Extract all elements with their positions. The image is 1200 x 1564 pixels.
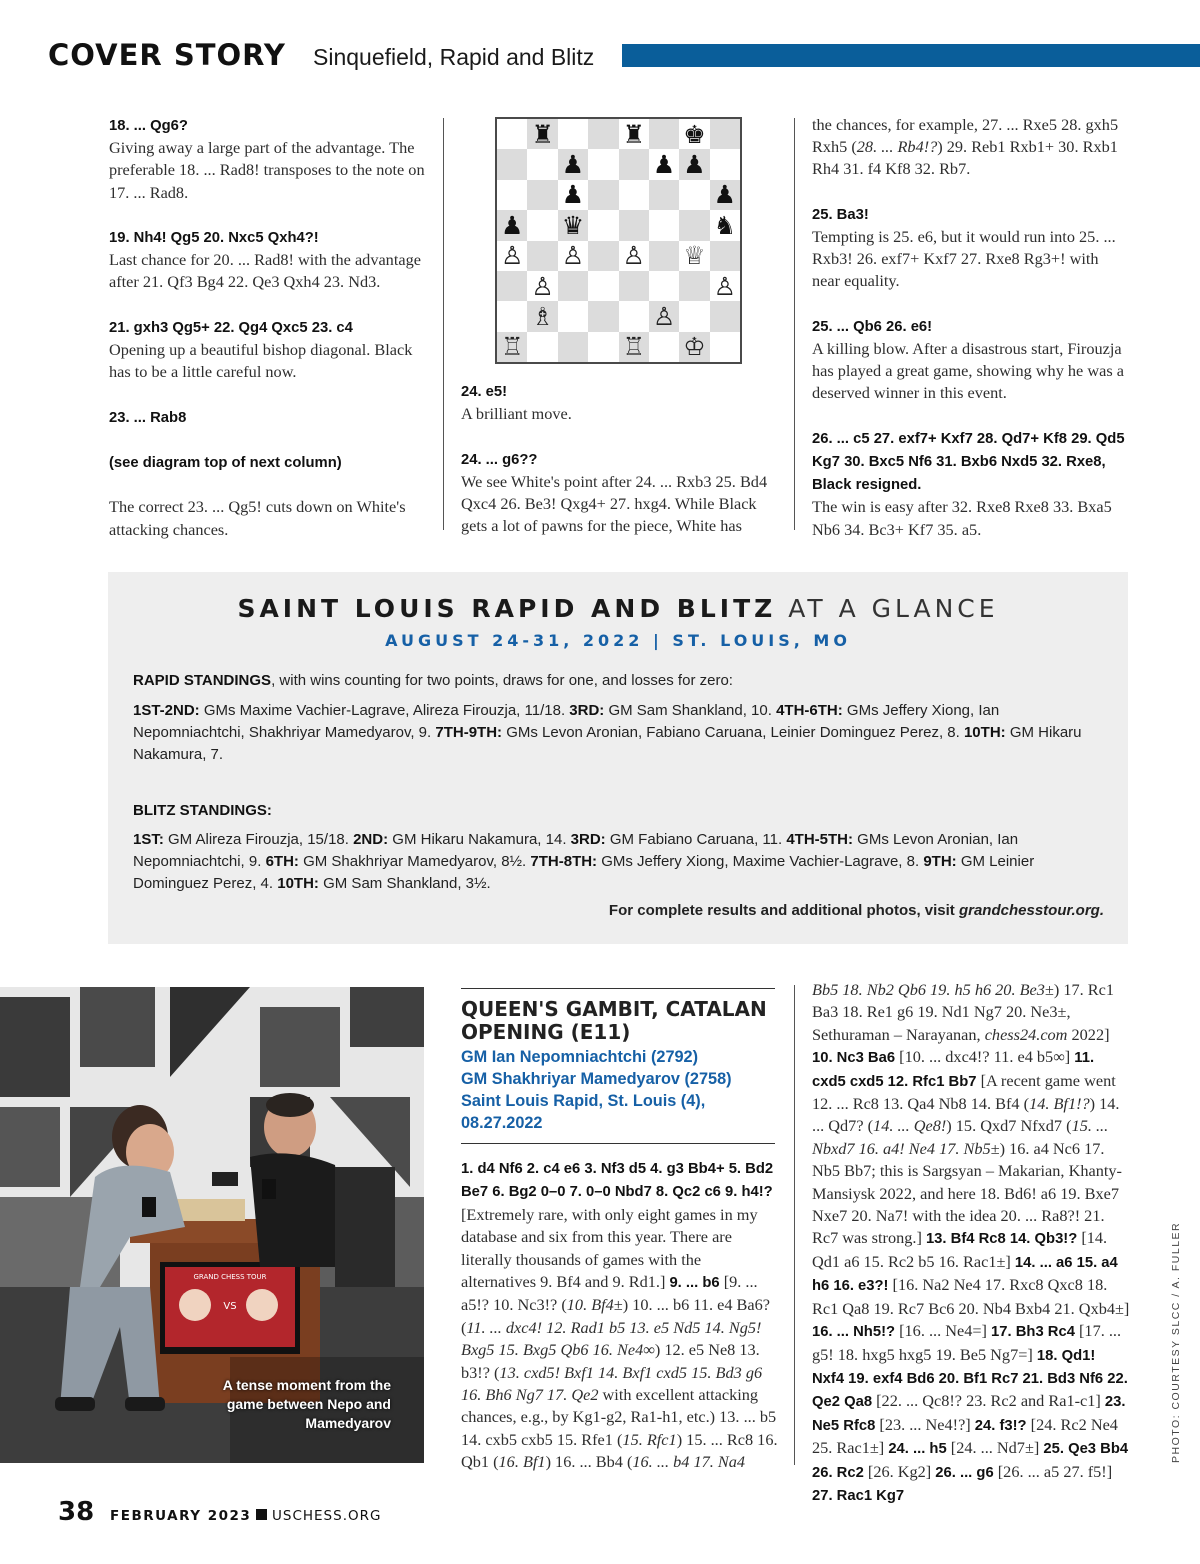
standing-rank: 2ND: xyxy=(353,831,389,848)
game-photo xyxy=(0,987,424,1463)
rapid-standings xyxy=(133,700,1113,766)
board-square xyxy=(527,210,557,240)
glance-title xyxy=(108,594,1128,623)
chess-piece-icon: ♖ xyxy=(622,332,645,362)
standing-players: GM Alireza Firouzja, 15/18. xyxy=(163,831,354,848)
chess-piece-icon: ♗ xyxy=(531,301,554,331)
game-moves-column-2 xyxy=(461,1157,778,1474)
board-square xyxy=(710,119,740,149)
board-square xyxy=(497,180,527,210)
board-square xyxy=(527,332,557,362)
board-square xyxy=(649,119,679,149)
standing-rank: 10TH: xyxy=(277,875,319,892)
board-square xyxy=(558,119,588,149)
chess-piece-icon: ♟ xyxy=(683,150,706,180)
section-subtitle: Sinquefield, Rapid and Blitz xyxy=(313,44,595,70)
board-square xyxy=(588,180,618,210)
move-text: 25. Ba3! xyxy=(812,206,869,223)
board-square xyxy=(619,149,649,179)
standing-rank: 4TH-5TH: xyxy=(786,831,854,848)
move-text: 23. ... Rab8 xyxy=(109,409,187,426)
annotation: [14. Qd1 a6 15. Rc2 b5 16. Rac1±] xyxy=(812,1228,1108,1271)
diagram-note: (see diagram top of next column) xyxy=(109,454,342,471)
move-text: 21. gxh3 Qg5+ 22. Qg4 Qxc5 23. c4 xyxy=(109,319,353,336)
board-square xyxy=(558,180,588,210)
annotation: [24. ... Nd7±] xyxy=(946,1438,1044,1458)
board-square xyxy=(497,301,527,331)
column-divider xyxy=(794,118,795,530)
rule-line xyxy=(461,988,775,989)
move-text: 18. Qd1! Nxf4 19. exf4 Bd6 20. Bf1 Rc7 21. Bd3 Nf6 22. Qe2 Qa8 xyxy=(812,1347,1128,1411)
board-square xyxy=(679,241,709,271)
chess-piece-icon: ♜ xyxy=(622,119,645,149)
board-square xyxy=(649,332,679,362)
chess-piece-icon: ♚ xyxy=(683,119,706,149)
standing-players: GMs Maxime Vachier-Lagrave, Alireza Firouzja, 11/18. xyxy=(199,702,570,719)
board-square xyxy=(588,271,618,301)
move-text: 11. cxd5 cxd5 12. Rfc1 Bb7 xyxy=(812,1050,1095,1090)
rapid-standings-intro xyxy=(133,670,1113,692)
variation-italic: 16. Bf1 xyxy=(498,1452,546,1472)
board-square xyxy=(558,149,588,179)
move-text: 27. Rac1 Kg7 xyxy=(812,1487,905,1504)
game-date: 08.27.2022 xyxy=(461,1114,543,1132)
board-square xyxy=(710,149,740,179)
standing-players: GM Sam Shankland, 3½. xyxy=(318,875,491,892)
chess-piece-icon: ♙ xyxy=(561,241,585,271)
annotation: Opening up a beautiful bishop diagonal. Black has to be a little careful now. xyxy=(109,340,413,382)
standing-rank: 3RD: xyxy=(570,831,606,848)
black-player: GM Shakhriyar Mamedyarov (2758) xyxy=(461,1070,732,1088)
board-square xyxy=(527,119,557,149)
standing-players: GM Shakhriyar Mamedyarov, 8½. xyxy=(298,853,531,870)
annotation: [26. ... a5 27. f5!] xyxy=(993,1461,1113,1481)
variation-italic: 14. ... Qe8! xyxy=(873,1116,947,1136)
board-square xyxy=(649,180,679,210)
move-text: 14. ... a6 15. a4 h6 16. e3?! xyxy=(812,1254,1118,1295)
board-square xyxy=(679,301,709,331)
variation-italic: 16. ... b4 17. Na4 xyxy=(632,1452,746,1472)
annotation: with excellent attacking chances, e.g., by Kg1-g2, Ra1-h1, etc.) 13. ... b5 14. cxb5 cxb5 15. Rfe1 ( xyxy=(461,1385,777,1449)
blitz-standings xyxy=(133,829,1113,895)
board-square xyxy=(588,332,618,362)
move-text: 23. Ne5 Rfc8 xyxy=(812,1394,1126,1434)
column-divider xyxy=(443,118,444,530)
annotation: Giving away a large part of the advantage. The preferable 18. ... Rad8! transposes to the note on 17. ... Rad8. xyxy=(109,138,425,202)
standing-players: GM Hikaru Nakamura, 14. xyxy=(388,831,571,848)
move-text: 19. Nh4! Qg5 20. Nxc5 Qxh4?! xyxy=(109,230,319,246)
move-text: 26. ... g6 xyxy=(935,1464,994,1481)
board-square xyxy=(497,241,527,271)
variation-italic: 13. cxd5! Bxf1 14. Bxf1 cxd5 15. Bd3 g6 16. Bh6 Ng7 17. Qe2 xyxy=(461,1362,763,1405)
annotation: [24. Rc2 Ne4 25. Rac1±] xyxy=(812,1414,1118,1458)
annotation: [9. ... a5!? 10. Nc3!? ( xyxy=(461,1272,758,1315)
screen-brand: GRAND CHESS TOUR xyxy=(193,1273,267,1281)
chess-piece-icon: ♟ xyxy=(652,150,676,180)
chess-piece-icon: ♔ xyxy=(683,332,706,362)
annotation: A killing blow. After a disastrous start, Firouzja has played a great game, showing why he was a deserved winner in this event. xyxy=(812,339,1124,403)
variation-italic: 15. Rfc1 xyxy=(622,1429,677,1449)
annotation: [17. ... g5! 18. hxg5 hxg5 19. Be5 Ng7=] xyxy=(812,1321,1122,1364)
standing-players: GMs Levon Aronian, Fabiano Caruana, Leinier Dominguez Perez, 8. xyxy=(502,724,964,741)
glance-title-light: AT A GLANCE xyxy=(788,594,999,623)
standing-rank: 9TH: xyxy=(923,853,957,870)
rapid-intro: , with wins counting for two points, draws for one, and losses for zero: xyxy=(271,672,733,689)
board-square xyxy=(649,301,679,331)
annotation: [23. ... Ne4!?] xyxy=(875,1414,975,1434)
move-text: 9. ... b6 xyxy=(669,1275,720,1292)
column-2 xyxy=(461,380,779,537)
board-square xyxy=(497,210,527,240)
chess-piece-icon: ♞ xyxy=(713,210,737,240)
standing-rank: 1ST: xyxy=(133,831,164,848)
chess-piece-icon: ♙ xyxy=(713,271,737,301)
standing-players: GM Leinier Dominguez Perez, 4. xyxy=(133,853,1035,892)
annotation: A brilliant move. xyxy=(461,404,572,424)
board-square xyxy=(558,210,588,240)
at-a-glance-box xyxy=(108,572,1128,944)
board-square xyxy=(497,271,527,301)
board-square xyxy=(619,332,649,362)
photo-caption: A tense moment from the game between Nepo and Mamedyarov xyxy=(222,1377,391,1431)
variation-italic: 28. ... Rb4!? xyxy=(856,137,938,157)
board-square xyxy=(710,180,740,210)
header-accent-bar xyxy=(622,44,1200,67)
glance-dateline: AUGUST 24-31, 2022 | ST. LOUIS, MO xyxy=(385,631,851,650)
standing-players: GMs Jeffery Xiong, Ian Nepomniachtchi, Shakhriyar Mamedyarov, 9. xyxy=(133,702,1000,741)
annotation: [A recent game went 12. ... Rc8 13. Qa4 Nb8 14. Bf4 ( xyxy=(812,1070,1116,1114)
move-text: 24. ... h5 xyxy=(888,1441,947,1458)
chess-piece-icon: ♛ xyxy=(561,210,585,240)
chess-diagram xyxy=(495,117,742,364)
section-kicker: COVER STORY xyxy=(48,38,286,72)
chess-piece-icon: ♙ xyxy=(531,271,554,301)
board-square xyxy=(649,241,679,271)
board-square xyxy=(558,301,588,331)
move-text: 25. ... Qb6 26. e6! xyxy=(812,318,933,335)
board-square xyxy=(619,210,649,240)
blitz-label: BLITZ STANDINGS: xyxy=(133,802,272,819)
move-text: 1. d4 Nf6 2. c4 e6 3. Nf3 d5 4. g3 Bb4+ 5. Bd2 Be7 6. Bg2 0–0 7. 0–0 Nbd7 8. Qc2 c6 9. h4!? xyxy=(461,1161,774,1201)
event-name: Saint Louis Rapid, St. Louis (4), xyxy=(461,1092,706,1110)
board-square xyxy=(619,119,649,149)
move-text: 25. Qe3 Bb4 26. Rc2 xyxy=(812,1441,1129,1481)
board-square xyxy=(679,332,709,362)
variation-italic: 14. Bf1!? xyxy=(1029,1094,1090,1114)
move-text: 24. ... g6?? xyxy=(461,451,538,468)
board-square xyxy=(710,271,740,301)
move-text: 13. Bf4 Rc8 14. Qb3!? xyxy=(925,1231,1078,1248)
board-square xyxy=(710,332,740,362)
game-title: QUEEN'S GAMBIT, CATALAN OPENING (E11) xyxy=(461,997,767,1044)
annotation: ) 10. ... b6 11. e4 Ba6? ( xyxy=(461,1295,771,1337)
site-name: USCHESS.ORG xyxy=(272,1508,382,1524)
move-text: 18. ... Qg6? xyxy=(109,118,188,134)
chess-piece-icon: ♙ xyxy=(622,241,645,271)
board-square xyxy=(497,332,527,362)
variation-italic: 11. ... dxc4! 12. Rad1 b5 13. e5 Nd5 14. Ng5! Bxg5 15. Bxg5 Qb6 16. Ne4∞ xyxy=(461,1317,762,1360)
chess-piece-icon: ♙ xyxy=(652,301,676,331)
chess-piece-icon: ♕ xyxy=(683,241,706,271)
chess-piece-icon: ♟ xyxy=(561,180,585,210)
board-square xyxy=(588,241,618,271)
chess-piece-icon: ♟ xyxy=(561,150,585,180)
board-square xyxy=(588,301,618,331)
annotation: We see White's point after 24. ... Rxb3 25. Bd4 Qxc4 26. Be3! Qxg4+ 27. hxg4. While Black gets a lot of pawns for the piece, White has xyxy=(461,471,768,536)
screen-vs: VS xyxy=(223,1301,237,1312)
annotation: ) 17. Rc1 Ba3 18. Re1 g6 19. Nd1 Ng7 20. Ne3±, Sethuraman – Narayanan, xyxy=(812,980,1114,1044)
variation-italic: 10. Bf4± xyxy=(566,1295,623,1315)
standing-players: GM Fabiano Caruana, 11. xyxy=(605,831,787,848)
board-square xyxy=(710,301,740,331)
board-square xyxy=(497,119,527,149)
annotation: Last chance for 20. ... Rad8! with the advantage after 21. Qf3 Bg4 22. Qe3 Qxh4 23. Nd3. xyxy=(109,250,421,292)
annotation: ) 12. e5 Ne8 13. b3!? ( xyxy=(461,1340,760,1382)
chess-piece-icon: ♖ xyxy=(500,332,524,362)
board-square xyxy=(679,210,709,240)
standing-rank: 1ST-2ND: xyxy=(133,702,200,719)
white-player: GM Ian Nepomniachtchi (2792) xyxy=(461,1048,699,1066)
board-square xyxy=(710,241,740,271)
annotation: [10. ... dxc4!? 11. e4 b5∞] xyxy=(895,1047,1075,1067)
board-square xyxy=(679,180,709,210)
board-square xyxy=(619,241,649,271)
chess-piece-icon: ♟ xyxy=(500,210,524,240)
board-square xyxy=(588,119,618,149)
column-1 xyxy=(109,114,425,541)
column-3 xyxy=(812,114,1130,541)
board-square xyxy=(619,180,649,210)
rule-line xyxy=(461,1143,775,1144)
board-square xyxy=(679,271,709,301)
board-square xyxy=(558,241,588,271)
game-moves-column-3 xyxy=(812,979,1130,1507)
footer-square xyxy=(256,1509,267,1520)
board-square xyxy=(588,210,618,240)
move-text: 16. ... Nh5!? xyxy=(812,1324,896,1341)
move-text: 24. e5! xyxy=(461,384,508,400)
standing-players: GMs Levon Aronian, Ian Nepomniachtchi, 9. xyxy=(133,831,1019,870)
board-square xyxy=(527,271,557,301)
chess-piece-icon: ♜ xyxy=(531,119,554,149)
board-square xyxy=(649,149,679,179)
footnote-link[interactable]: grandchesstour.org. xyxy=(958,902,1104,919)
annotation: 2022] xyxy=(1067,1024,1110,1044)
variation-italic: Bb5 18. Nb2 Qb6 19. h5 h6 20. Be3± xyxy=(812,980,1054,999)
standing-players: GM Hikaru Nakamura, 7. xyxy=(133,724,1082,763)
page-number: 38 xyxy=(58,1497,95,1527)
issue-date: FEBRUARY 2023 xyxy=(110,1508,252,1524)
board-square xyxy=(558,332,588,362)
annotation: The win is easy after 32. Rxe8 Rxe8 33. Bxa5 Nb6 34. Bc3+ Kf7 35. a5. xyxy=(812,497,1112,539)
standing-players: GMs Jeffery Xiong, Maxime Vachier-Lagrave, 8. xyxy=(597,853,924,870)
column-divider xyxy=(794,985,795,1465)
annotation: The correct 23. ... Qg5! cuts down on White's attacking chances. xyxy=(109,497,406,539)
glance-footnote xyxy=(609,902,1104,919)
annotation: ) 29. Reb1 Rxb1+ 30. Rxb1 Rh4 31. f4 Kf8 32. Rb7. xyxy=(812,137,1118,179)
annotation: [26. Kg2] xyxy=(863,1461,936,1481)
board-square xyxy=(527,180,557,210)
standing-rank: 4TH-6TH: xyxy=(776,702,843,719)
blitz-standings-label xyxy=(133,800,1113,822)
footnote-text: For complete results and additional photos, visit xyxy=(608,902,959,919)
glance-title-bold: SAINT LOUIS RAPID AND BLITZ xyxy=(237,594,777,623)
move-text: 26. ... c5 27. exf7+ Kxf7 28. Qd7+ Kf8 29. Qd5 Kg7 30. Bxc5 Nf6 31. Bxb6 Nxd5 32. Rxe8, Black resigned. xyxy=(812,430,1125,494)
move-text: 17. Bh3 Rc4 xyxy=(991,1324,1075,1341)
chess-piece-icon: ♙ xyxy=(500,241,524,271)
board-square xyxy=(649,210,679,240)
move-text: 24. f3!? xyxy=(974,1417,1027,1434)
chess-piece-icon: ♟ xyxy=(713,180,737,210)
board-square xyxy=(649,271,679,301)
annotation: [22. ... Qc8!? 23. Rc2 and Ra1-c1] xyxy=(872,1391,1105,1411)
annotation: ) 16. a4 Nc6 17. Nb5 Bb7; this is Sargsyan – Makarian, Khanty-Mansiysk 2022, and here 18. Bd6! a6 19. Bxe7 Nxe7 20. Na7! with the idea 20. ... Ra8?! 21. Rc7 was strong.] xyxy=(812,1138,1122,1248)
move-text: 10. Nc3 Ba6 xyxy=(812,1050,896,1067)
annotation: the chances, for example, 27. ... Rxe5 28. gxh5 Rxh5 ( xyxy=(812,115,1119,157)
board-square xyxy=(710,210,740,240)
standing-rank: 7TH-9TH: xyxy=(435,724,503,741)
standing-rank: 10TH: xyxy=(963,724,1006,741)
standing-rank: 6TH: xyxy=(265,853,299,870)
standing-rank: 7TH-8TH: xyxy=(530,853,598,870)
board-square xyxy=(527,241,557,271)
board-square xyxy=(527,301,557,331)
board-square xyxy=(679,149,709,179)
annotation: ) 15. ... Rc8 16. Qb1 ( xyxy=(461,1429,778,1472)
standing-players: GM Sam Shankland, 10. xyxy=(604,702,777,719)
annotation: Tempting is 25. e6, but it would run into 25. ... Rxb3! 26. exf7+ Kxf7 27. Rxe8 Rg3+! with near equality. xyxy=(812,227,1116,291)
board-square xyxy=(497,149,527,179)
annotation: [16. Na2 Ne4 17. Rxc8 Qxc8 18. Rc1 Qa8 19. Rc7 Bc6 20. Nb4 Bxb4 21. Qxb4±] xyxy=(812,1275,1130,1318)
board-square xyxy=(588,149,618,179)
standing-rank: 3RD: xyxy=(569,702,605,719)
annotation: [Extremely rare, with only eight games in my database and six from this year. There are literally thousands of games with the alternatives 9. Bf4 and 9. Rd1.] xyxy=(461,1204,758,1292)
variation-italic: chess24.com xyxy=(984,1024,1068,1044)
annotation: ) 14. ... Qd7? ( xyxy=(812,1094,1120,1136)
board-square xyxy=(619,271,649,301)
photo-credit: PHOTO: COURTESY SLCC / A. FULLER xyxy=(1170,1221,1182,1463)
board-square xyxy=(619,301,649,331)
annotation: ) 16. ... Bb4 ( xyxy=(545,1452,633,1472)
rapid-label: RAPID STANDINGS xyxy=(133,672,272,689)
board-square xyxy=(679,119,709,149)
board-square xyxy=(527,149,557,179)
variation-italic: 15. ... Nbxd7 16. a4! Ne4 17. Nb5± xyxy=(812,1116,1109,1158)
board-square xyxy=(558,271,588,301)
annotation: [16. ... Ne4=] xyxy=(895,1321,992,1341)
annotation: ) 15. Qxd7 Nfxd7 ( xyxy=(946,1116,1072,1136)
